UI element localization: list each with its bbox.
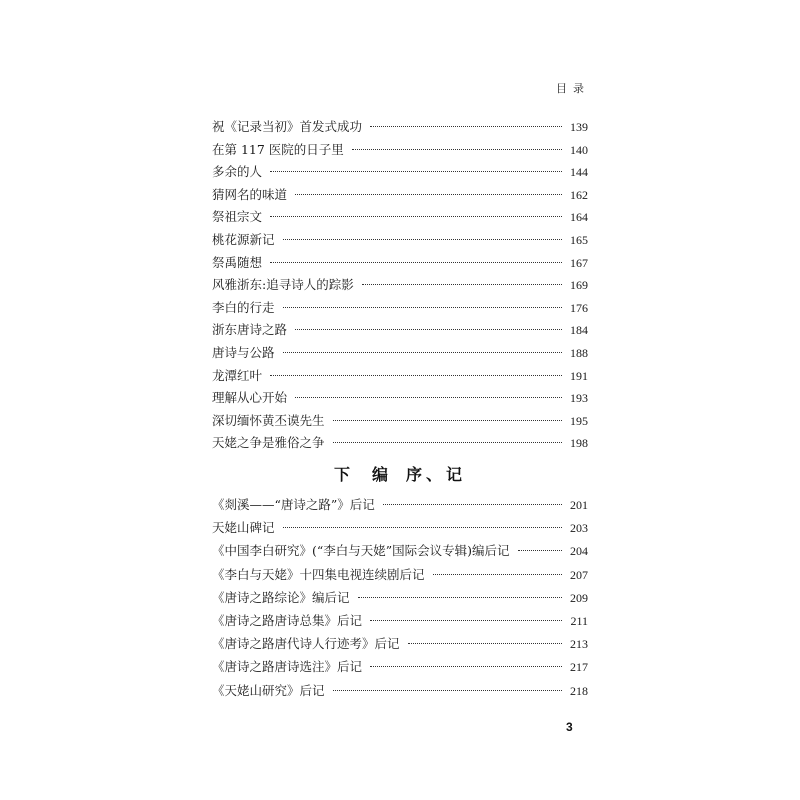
toc-entry-page: 191 [570,368,588,383]
dot-leader [362,283,562,285]
toc-entry[interactable] [212,184,588,207]
toc-entry-page: 140 [570,142,588,157]
toc-entry[interactable] [212,563,588,586]
dot-leader [270,170,562,172]
dot-leader [283,351,562,353]
dot-leader [383,503,562,505]
toc-entry-title: 祭祖宗文 [212,206,266,229]
toc-entry-page: 144 [570,165,588,180]
toc-entry-title: 祭禹随想 [212,252,266,275]
toc-entry-page: 218 [570,683,588,698]
dot-leader [408,642,562,644]
toc-entry-title: 在第 117 医院的日子里 [212,139,348,162]
toc-entry-title: 《唐诗之路综论》编后记 [212,586,354,609]
dot-leader [370,665,562,667]
toc-entry-title: 多余的人 [212,161,266,184]
dot-leader [283,238,562,240]
toc-entry[interactable] [212,319,588,342]
section-heading-word: 下 [333,465,354,484]
dot-leader [352,148,562,150]
toc-entry-page: 164 [570,210,588,225]
toc-entry-title: 《唐诗之路唐诗选注》后记 [212,655,366,678]
dot-leader [370,125,562,127]
section-heading-word: 序、记 [406,465,467,484]
toc-entry-title: 猜网名的味道 [212,184,291,207]
toc-entry-title: 《唐诗之路唐代诗人行迹考》后记 [212,632,404,655]
toc-entry-page: 139 [570,120,588,134]
toc-entry-page: 165 [570,232,588,247]
dot-leader [283,526,562,528]
toc-entry[interactable] [212,206,588,229]
toc-entry-page: 195 [570,413,588,428]
toc-entry-title: 龙潭红叶 [212,365,266,388]
toc-entry[interactable] [212,410,588,433]
toc-entry[interactable] [212,297,588,320]
dot-leader [295,328,562,330]
toc-entry-title: 深切缅怀黄丕谟先生 [212,410,329,433]
toc-entry[interactable] [212,342,588,365]
toc-entry-title: 《李白与天姥》十四集电视连续剧后记 [212,563,429,586]
toc-entry[interactable] [212,116,588,139]
toc-entry-title: 《天姥山研究》后记 [212,679,329,702]
toc-entry-page: 188 [570,345,588,360]
toc-entry-page: 167 [570,255,588,270]
toc-entry[interactable] [212,139,588,162]
toc-entry[interactable] [212,432,588,455]
dot-leader [270,215,562,217]
toc-entry-title: 风雅浙东:追寻诗人的踪影 [212,274,358,297]
toc-entry[interactable] [212,586,588,609]
dot-leader [270,374,562,376]
toc-entry-title: 《中国李白研究》(“李白与天姥”国际会议专辑)编后记 [212,539,514,562]
section-heading-word: 编 [371,465,392,484]
dot-leader [433,573,562,575]
toc-entry[interactable] [212,609,588,632]
section-heading [330,462,470,485]
toc-entry-page: 198 [570,436,588,451]
toc-entry[interactable] [212,679,588,702]
toc-entry-page: 213 [570,637,588,652]
toc-entry-page: 162 [570,187,588,202]
toc-entry[interactable] [212,655,588,678]
toc-entry-title: 桃花源新记 [212,229,279,252]
toc-entry[interactable] [212,516,588,539]
toc-entry-page: 204 [570,544,588,559]
toc-entry[interactable] [212,387,588,410]
toc-entry-page: 203 [570,521,588,536]
dot-leader [295,396,562,398]
dot-leader [283,306,562,308]
toc-entry-page: 207 [570,567,588,582]
toc-entry[interactable] [212,632,588,655]
toc-list-upper [212,116,588,455]
toc-entry-title: 唐诗与公路 [212,342,279,365]
page-number: 3 [566,720,573,734]
toc-entry-title: 天姥之争是雅俗之争 [212,432,329,455]
dot-leader [333,441,562,443]
toc-entry[interactable] [212,365,588,388]
toc-entry[interactable] [212,161,588,184]
toc-entry-page: 209 [570,590,588,605]
toc-entry-page: 217 [570,660,588,675]
toc-entry[interactable] [212,274,588,297]
toc-entry-title: 理解从心开始 [212,387,291,410]
toc-entry-title: 《唐诗之路唐诗总集》后记 [212,609,366,632]
toc-entry-title: 李白的行走 [212,297,279,320]
toc-entry[interactable] [212,229,588,252]
toc-entry-page: 169 [570,278,588,293]
dot-leader [295,193,562,195]
toc-entry-page: 184 [570,323,588,338]
toc-entry-title: 浙东唐诗之路 [212,319,291,342]
dot-leader [370,619,562,621]
dot-leader [333,689,562,691]
toc-entry-page: 176 [570,300,588,315]
toc-entry-title: 祝《记录当初》首发式成功 [212,116,366,139]
dot-leader [518,549,562,551]
toc-list-lower [212,493,588,702]
toc-entry[interactable] [212,252,588,275]
toc-entry-page: 201 [570,498,588,512]
toc-entry-page: 211 [570,613,588,628]
dot-leader [358,596,562,598]
toc-entry-title: 《剡溪——“唐诗之路”》后记 [212,493,379,516]
toc-entry-title: 天姥山碑记 [212,516,279,539]
running-head: 目录 [556,82,590,95]
dot-leader [270,261,562,263]
toc-entry[interactable] [212,493,588,516]
toc-entry[interactable] [212,539,588,562]
dot-leader [333,419,562,421]
toc-entry-page: 193 [570,391,588,406]
